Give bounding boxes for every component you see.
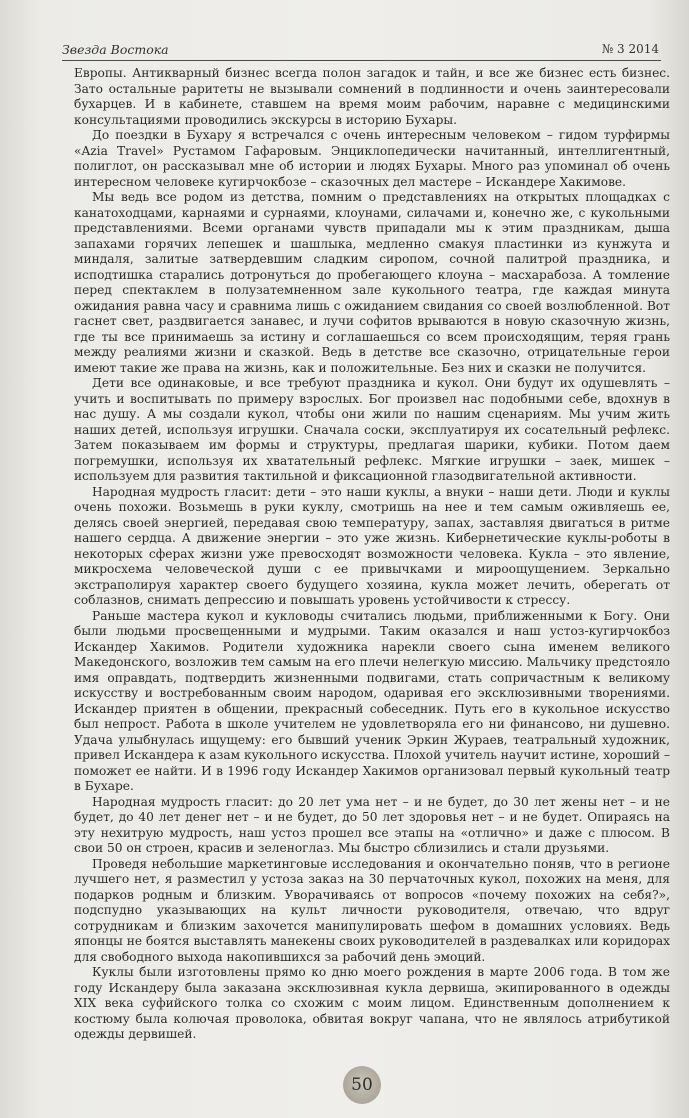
page-number: 50 [343,1066,381,1104]
paragraph: Куклы были изготовлены прямо ко дню моего рождения в марте 2006 года. В том же году Искандеру была заказана эксклюзивная кукла дервиша, экипированного в одежды XIX века суфийского толка со схожим с моим лицом. Единственным дополнением к костюму была колючая проволока, обвитая вокруг чапана, что не являлось атрибутикой одежды дервишей. [74,965,670,1041]
journal-title: Звезда Востока [62,42,169,57]
paragraph: Раньше мастера кукол и кукловоды считались людьми, приближенными к Богу. Они были людьми просвещенными и мудрыми. Таким оказался и наш устоз-кугирчокбоз Искандер Хакимов. Родители художника нарекли своего сына именем великого Македонского, возложив тем самым на его плечи нелегкую миссию. Мальчику предстояло имя оправдать, подтвердить жизненными подвигами, стать сопричастным к великому искусству и востребованным своим народом, одаривая его эксклюзивными творениями. Искандер приятен в общении, прекрасный собеседник. Путь его в кукольное искусство был непрост. Работа в школе учителем не удовлетворяла его ни финансово, ни душевно. Удача улыбнулась ищущему: его бывший ученик Эркин Жураев, театральный художник, привел Искандера к азам кукольного искусства. Плохой учитель научит истине, хороший – поможет ее найти. И в 1996 году Искандер Хакимов организовал первый кукольный театр в Бухаре. [74,608,670,793]
paragraph: Народная мудрость гласит: до 20 лет ума нет – и не будет, до 30 лет жены нет – и не будет, до 40 лет денег нет – и не будет, до 50 лет здоровья нет – и не будет. Опираясь на эту нехитрую мудрость, наш устоз прошел все этапы на «отлично» и даже с плюсом. В свои 50 он строен, красив и зеленоглаз. Мы быстро сблизились и стали друзьями. [74,794,670,855]
paragraph: Проведя небольшие маркетинговые исследования и окончательно поняв, что в регионе лучшего нет, я разместил у устоза заказ на 30 перчаточных кукол, похожих на меня, для подарков родным и близким. Уворачиваясь от вопросов «почему похожих на себя?», подспудно указывающих на культ личности руководителя, отвечаю, что вдруг сотрудникам и близким захочется манипулировать шефом в домашних условиях. Ведь японцы не боятся выставлять манекены своих руководителей в раздевалках или коридорах для свободного выхода накопившихся за рабочий день эмоций. [74,856,670,964]
paragraph: Европы. Антикварный бизнес всегда полон загадок и тайн, и все же бизнес есть бизнес. Зато остальные раритеты не вызывали сомнений в подлинности и очень заинтересовали бухарцев. И в кабинете, ставшем на время моим рабочим, наравне с медицинскими консультациями проводились экскурсы в историю Бухары. [74,66,670,127]
paragraph: Народная мудрость гласит: дети – это наши куклы, а внуки – наши дети. Люди и куклы очень похожи. Возьмешь в руки куклу, смотришь на нее и тем самым оживляешь ее, делясь своей энергией, передавая свою температуру, запах, заставляя двигаться в ритме нашего сердца. А движение энергии – это уже жизнь. Кибернетические куклы-роботы в некоторых сферах жизни уже превосходят возможности человека. Кукла – это явление, микросхема человеческой души с ее привычками и мироощущением. Зеркально экстраполируя характер своего будущего хозяина, кукла может лечить, оберегать от соблазнов, снимать депрессию и повышать уровень устойчивости к стрессу. [74,484,670,607]
paragraph: Дети все одинаковые, и все требуют праздника и кукол. Они будут их одушевлять – учить и воспитывать по примеру взрослых. Бог произвел нас подобными себе, вдохнув в нас душу. А мы создали кукол, чтобы они жили по нашим сценариям. Мы учим жить наших детей, используя игрушки. Сначала соски, эксплуатируя их сосательный рефлекс. Затем показываем им формы и структуры, предлагая шарики, кубики. Потом даем погремушки, используя их хватательный рефлекс. Мягкие игрушки – заек, мишек – используем для развития тактильной и фиксационной глазодвигательной активности. [74,376,670,483]
paragraph: До поездки в Бухару я встречался с очень интересным человеком – гидом турфирмы «Azia Travel» Рустамом Гафаровым. Энциклопедически начитанный, интеллигентный, полиглот, он рассказывал мне об истории и людях Бухары. Много раз упоминал об очень интересном человеке кугирчокбозе – сказочных дел мастере – Искандере Хакимове. [74,128,670,189]
running-header [62,38,661,61]
paragraph: Мы ведь все родом из детства, помним о представлениях на открытых площадках с канатоходцами, карнаями и сурнаями, клоунами, силачами и, конечно же, с кукольными представлениями. Всеми органами чувств припадали мы к этим праздникам, дыша запахами горячих лепешек и шашлыка, медленно смакуя пластинки из кунжута и миндаля, залитые затвердевшим сладким сиропом, сочной палитрой праздника, и исподтишка старались дотронуться до пробегающего клоуна – масхарабоза. А томление перед спектаклем в полузатемненном зале кукольного театра, где каждая минута ожидания равна часу и сравнима лишь с ожиданием свидания со своей возлюбленной. Вот гаснет свет, раздвигается занавес, и лучи софитов врываются в новую сказочную жизнь, где ты все принимаешь за истину и соглашаешься со всем происходящим, теряя грань между реалиями жизни и сказкой. Ведь в детстве все сказочно, отрицательные герои имеют такие же права на жизнь, как и положительные. Без них и сказки не получится. [74,190,670,375]
article-body [74,66,670,1043]
issue-number: № 3 2014 [601,42,659,56]
